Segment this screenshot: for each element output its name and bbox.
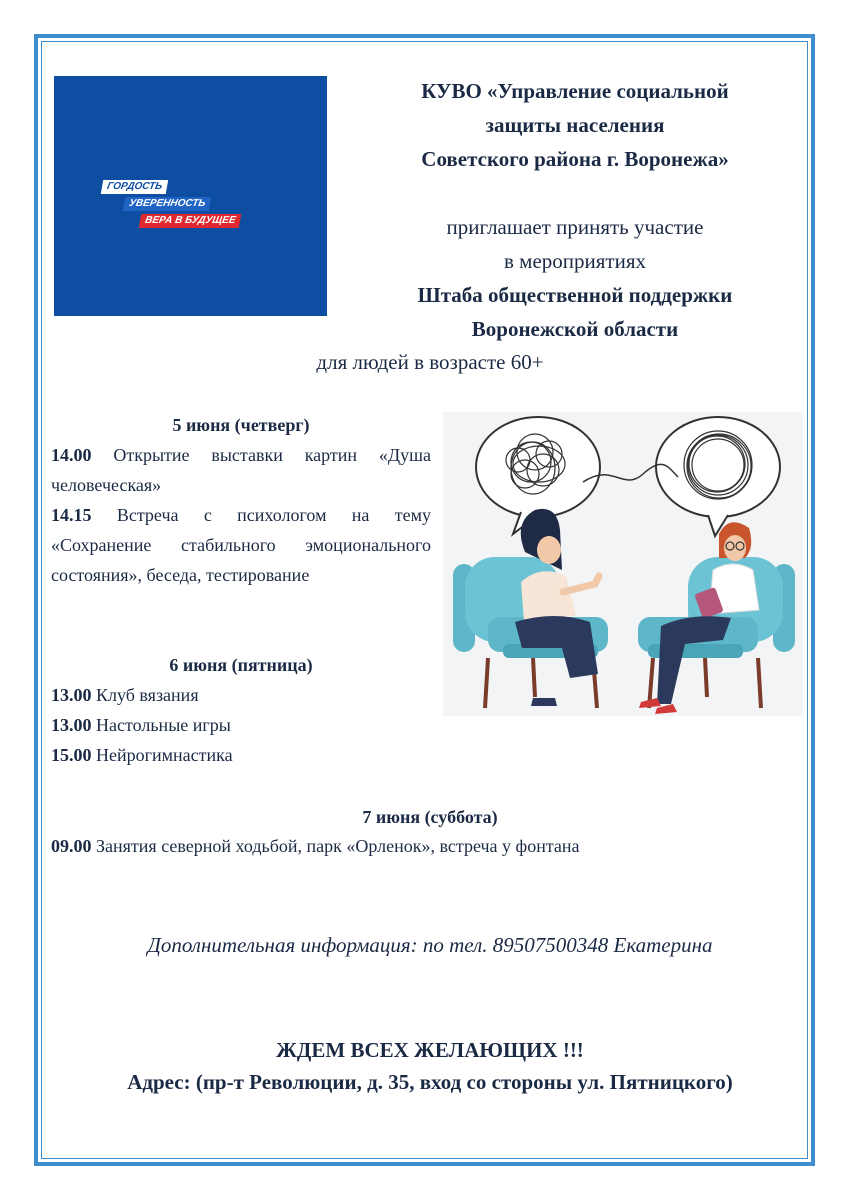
welcome-banner: ЖДЕМ ВСЕХ ЖЕЛАЮЩИХ !!! — [276, 1038, 584, 1062]
address: Адрес: (пр-т Революции, д. 35, вход со стороны ул. Пятницкого) — [127, 1070, 733, 1094]
organizer-name: КУВО «Управление социальной защиты населения Советского района г. Воронежа» — [421, 79, 729, 171]
age-target: для людей в возрасте 60+ — [316, 350, 544, 374]
invitation-text: приглашает принять участие в мероприятиях — [446, 215, 704, 273]
day-title-june-6: 6 июня (пятница) — [169, 655, 313, 675]
event-item — [51, 500, 431, 590]
day-title-june-5: 5 июня (четверг) — [172, 415, 310, 435]
logo-text-confidence: УВЕРЕННОСТЬ — [123, 197, 212, 211]
event-time: 14.15 — [51, 505, 92, 525]
event-item — [51, 440, 431, 500]
event-text: Занятия северной ходьбой, парк «Орленок», встреча у фонтана — [96, 836, 580, 856]
event-item — [51, 740, 233, 770]
event-time: 15.00 — [51, 745, 92, 765]
headquarters-name: Штаба общественной поддержки Воронежской области — [417, 283, 733, 341]
logo-text-pride: ГОРДОСТЬ — [101, 180, 169, 194]
psychologist-illustration — [443, 412, 803, 716]
event-text: Настольные игры — [96, 715, 231, 735]
event-time: 13.00 — [51, 685, 92, 705]
conversation-illustration — [443, 412, 803, 716]
campaign-logo — [54, 76, 327, 316]
day-title-june-7: 7 июня (суббота) — [362, 807, 498, 827]
event-text: Встреча с психологом на тему «Сохранение стабильного эмоционального состояния», беседа, тестирование — [51, 505, 431, 585]
event-text: Нейрогимнастика — [96, 745, 233, 765]
contact-info: Дополнительная информация: по тел. 89507500348 Екатерина — [147, 933, 713, 957]
event-time: 14.00 — [51, 445, 92, 465]
logo-text-faith: ВЕРА В БУДУЩЕЕ — [139, 214, 242, 228]
event-time: 09.00 — [51, 836, 92, 856]
event-item — [51, 831, 580, 861]
event-text: Открытие выставки картин «Душа человеческая» — [51, 445, 431, 495]
event-item — [51, 710, 231, 740]
event-item — [51, 680, 199, 710]
event-text: Клуб вязания — [96, 685, 199, 705]
event-time: 13.00 — [51, 715, 92, 735]
